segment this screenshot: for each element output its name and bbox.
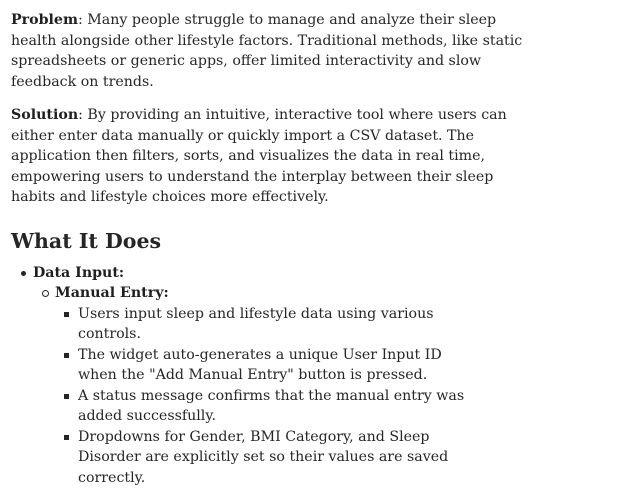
data-input-label: Data Input: [33,265,124,281]
manual-entry-sublist [55,304,640,488]
list-item-data-input [11,263,640,488]
problem-label: Problem [11,12,78,28]
list-item: Users input sleep and lifestyle data using various controls. [55,304,478,345]
solution-text: : By providing an intuitive, interactive tool where users can either enter data manually or quickly import a CSV dataset. The application then filters, sorts, and visualizes the data in real time, empowering users to understand the interplay between their sleep habits and lifestyle choices more effectively. [11,107,507,205]
problem-paragraph [11,10,531,92]
feature-list [11,263,640,488]
list-item: The widget auto-generates a unique User Input ID when the "Add Manual Entry" button is pressed. [55,345,478,386]
manual-entry-label: Manual Entry: [55,285,169,301]
document-page [0,10,640,410]
list-item: A status message confirms that the manual entry was added successfully. [55,386,478,427]
solution-paragraph [11,105,531,208]
solution-label: Solution [11,107,78,123]
list-item: Dropdowns for Gender, BMI Category, and Sleep Disorder are explicitly set so their values are saved correctly. [55,427,478,488]
list-item-manual-entry [33,283,640,488]
section-heading: What It Does [11,228,640,254]
problem-text: : Many people struggle to manage and analyze their sleep health alongside other lifestyle factors. Traditional methods, like static spreadsheets or generic apps, offer limited interactivity and slow feedback on trends. [11,12,522,90]
data-input-sublist [33,283,640,488]
